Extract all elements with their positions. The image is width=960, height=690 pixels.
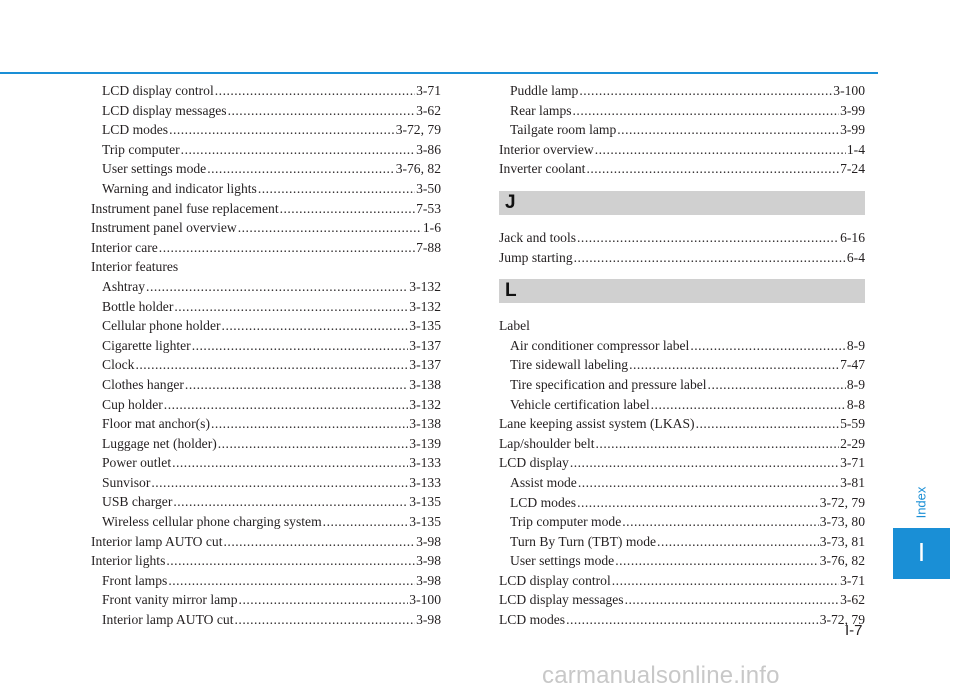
index-subentry — [91, 140, 441, 160]
index-term: LCD display control — [499, 572, 611, 588]
index-term: Clock — [102, 357, 135, 373]
index-entry — [499, 140, 865, 160]
page-reference: 3-73, 81 — [819, 533, 865, 549]
index-subentry — [91, 571, 441, 591]
page-reference: 3-135 — [409, 318, 441, 334]
index-term: LCD display messages — [499, 592, 624, 608]
index-term: LCD modes — [102, 122, 169, 138]
index-entry — [91, 238, 441, 258]
index-subentry — [91, 473, 441, 493]
page-reference: 3-138 — [409, 376, 441, 392]
page-reference: 6-4 — [846, 249, 865, 265]
leader-dots — [651, 395, 846, 415]
index-subentry — [499, 473, 865, 493]
index-entry — [499, 453, 865, 473]
index-subentry — [91, 316, 441, 336]
index-subentry — [91, 414, 441, 434]
index-list-l — [499, 316, 865, 630]
leader-dots — [696, 414, 840, 434]
index-entry — [499, 590, 865, 610]
section-header-j — [499, 191, 865, 215]
leader-dots — [224, 532, 416, 552]
index-entry — [499, 610, 865, 630]
index-term: Instrument panel fuse replacement — [91, 200, 279, 216]
index-term: Air conditioner compressor label — [510, 337, 690, 353]
index-term: Front lamps — [102, 572, 168, 588]
leader-dots — [135, 355, 408, 375]
index-term: LCD modes — [499, 612, 566, 628]
index-term: Lane keeping assist system (LKAS) — [499, 416, 695, 432]
page-reference: 3-71 — [840, 455, 865, 471]
page-reference: 3-50 — [416, 180, 441, 196]
index-entry — [499, 248, 865, 268]
leader-dots — [172, 453, 408, 473]
index-term: Puddle lamp — [510, 83, 579, 98]
page-reference: 3-98 — [416, 533, 441, 549]
section-letter-j: J — [505, 191, 516, 213]
index-subentry — [499, 81, 865, 101]
leader-dots — [573, 101, 840, 121]
leader-dots — [238, 218, 422, 238]
index-term: Cigarette lighter — [102, 337, 191, 353]
index-subentry — [91, 297, 441, 317]
page-reference: 3-137 — [409, 337, 441, 353]
index-term: Jump starting — [499, 249, 573, 265]
page-reference: 3-139 — [409, 435, 441, 451]
page-reference: 7-88 — [416, 239, 441, 255]
leader-dots — [168, 571, 415, 591]
index-subentry — [499, 532, 865, 552]
index-term: Jack and tools — [499, 229, 577, 245]
leader-dots — [207, 159, 394, 179]
leader-dots — [586, 159, 839, 179]
leader-dots — [595, 140, 846, 160]
index-entry — [91, 532, 441, 552]
index-subentry — [91, 159, 441, 179]
page-reference: 6-16 — [840, 229, 865, 245]
index-term: Front vanity mirror lamp — [102, 592, 238, 608]
index-subentry — [499, 551, 865, 571]
index-column-left — [91, 81, 441, 630]
leader-dots — [596, 434, 840, 454]
leader-dots — [612, 571, 839, 591]
page-reference: 3-137 — [409, 357, 441, 373]
page-reference: 3-72, 79 — [819, 612, 865, 628]
page-reference: 3-72, 79 — [395, 122, 441, 138]
index-term: Floor mat anchor(s) — [102, 416, 210, 432]
index-entry — [499, 316, 865, 336]
leader-dots — [159, 238, 415, 258]
leader-dots — [146, 277, 408, 297]
index-term: Label — [499, 318, 530, 334]
index-subentry — [91, 610, 441, 630]
index-subentry — [91, 590, 441, 610]
index-term: Trip computer mode — [510, 514, 622, 530]
page-reference: 3-133 — [409, 455, 441, 471]
page-reference: 3-71 — [416, 83, 441, 98]
index-subentry — [499, 120, 865, 140]
page-reference: 7-47 — [840, 357, 865, 373]
leader-dots — [577, 228, 839, 248]
index-entry — [91, 551, 441, 571]
page-reference: 3-62 — [840, 592, 865, 608]
index-term: Interior care — [91, 239, 158, 255]
page-reference: 3-132 — [409, 278, 441, 294]
leader-dots — [579, 81, 832, 101]
index-term: Cellular phone holder — [102, 318, 221, 334]
index-term: Inverter coolant — [499, 161, 586, 177]
index-term: User settings mode — [102, 161, 207, 177]
page-reference: 7-24 — [840, 161, 865, 177]
leader-dots — [239, 590, 409, 610]
leader-dots — [211, 414, 408, 434]
index-term: Lap/shoulder belt — [499, 435, 595, 451]
index-entry — [499, 434, 865, 454]
leader-dots — [192, 336, 409, 356]
leader-dots — [615, 551, 818, 571]
index-entry — [91, 257, 441, 277]
index-list-i-continued — [499, 81, 865, 179]
index-term: Warning and indicator lights — [102, 180, 257, 196]
index-side-label: Index — [913, 486, 929, 518]
index-subentry — [499, 512, 865, 532]
index-term: Trip computer — [102, 141, 180, 157]
index-list-j — [499, 228, 865, 267]
page-reference: 3-138 — [409, 416, 441, 432]
index-term: Luggage net (holder) — [102, 435, 217, 451]
leader-dots — [166, 551, 415, 571]
index-term: Bottle holder — [102, 298, 174, 314]
page-reference: 3-132 — [409, 298, 441, 314]
index-subentry — [499, 395, 865, 415]
leader-dots — [174, 297, 408, 317]
index-subentry — [91, 355, 441, 375]
leader-dots — [617, 120, 839, 140]
index-term: USB charger — [102, 494, 173, 510]
page-reference: 3-71 — [840, 572, 865, 588]
index-term: LCD modes — [510, 494, 577, 510]
index-subentry — [499, 355, 865, 375]
index-term: Instrument panel overview — [91, 220, 237, 236]
page-reference: 3-100 — [833, 83, 865, 98]
leader-dots — [280, 199, 415, 219]
index-term: Sunvisor — [102, 474, 151, 490]
index-term: Turn By Turn (TBT) mode — [510, 533, 657, 549]
leader-dots — [574, 248, 846, 268]
index-subentry — [91, 277, 441, 297]
index-entry — [499, 228, 865, 248]
page-number: I-7 — [845, 622, 863, 639]
index-term: User settings mode — [510, 553, 615, 569]
leader-dots — [185, 375, 408, 395]
index-subentry — [91, 101, 441, 121]
leader-dots — [570, 453, 839, 473]
page-reference: 3-98 — [416, 612, 441, 628]
leader-dots — [169, 120, 395, 140]
index-term: LCD display messages — [102, 102, 227, 118]
leader-dots — [629, 355, 839, 375]
page-reference: 3-62 — [416, 102, 441, 118]
page-reference: 1-6 — [422, 220, 441, 236]
index-column-right — [499, 81, 865, 630]
page-reference: 3-135 — [409, 494, 441, 510]
index-entry — [499, 414, 865, 434]
index-term: Tire sidewall labeling — [510, 357, 629, 373]
leader-dots — [690, 336, 846, 356]
section-header-l — [499, 279, 865, 303]
page-reference: 5-59 — [840, 416, 865, 432]
leader-dots — [173, 492, 408, 512]
index-subentry — [91, 492, 441, 512]
index-term: LCD display control — [102, 83, 214, 98]
leader-dots — [577, 493, 819, 513]
leader-dots — [566, 610, 819, 630]
page-reference: 3-99 — [840, 122, 865, 138]
index-subentry — [91, 120, 441, 140]
leader-dots — [222, 316, 409, 336]
leader-dots — [235, 610, 416, 630]
page-reference: 3-73, 80 — [819, 514, 865, 530]
index-subentry — [91, 179, 441, 199]
section-letter-l: L — [505, 280, 517, 302]
side-tab-letter: I — [917, 537, 926, 567]
watermark: carmanualsonline.info — [542, 662, 780, 689]
leader-dots — [228, 101, 415, 121]
leader-dots — [657, 532, 819, 552]
index-term: Wireless cellular phone charging system — [102, 514, 322, 530]
page-reference: 7-53 — [416, 200, 441, 216]
page-reference: 3-132 — [409, 396, 441, 412]
page-reference: 8-9 — [846, 376, 865, 392]
index-subentry — [499, 375, 865, 395]
leader-dots — [215, 81, 415, 101]
index-subentry — [91, 395, 441, 415]
index-entry — [91, 218, 441, 238]
index-term: Ashtray — [102, 278, 146, 294]
index-term: Interior overview — [499, 141, 594, 157]
index-subentry — [499, 493, 865, 513]
index-subentry — [91, 453, 441, 473]
index-term: Interior features — [91, 259, 179, 275]
page-reference: 8-9 — [846, 337, 865, 353]
index-term: Vehicle certification label — [510, 396, 650, 412]
page-reference: 3-100 — [409, 592, 441, 608]
index-subentry — [91, 336, 441, 356]
index-term: Assist mode — [510, 474, 577, 490]
leader-dots — [218, 434, 409, 454]
page-reference: 3-98 — [416, 553, 441, 569]
page-reference: 3-133 — [409, 474, 441, 490]
leader-dots — [708, 375, 846, 395]
index-term: Clothes hanger — [102, 376, 184, 392]
index-term: Cup holder — [102, 396, 163, 412]
index-term: Tailgate room lamp — [510, 122, 617, 138]
page-reference: 3-81 — [840, 474, 865, 490]
index-term: LCD display — [499, 455, 569, 471]
page-reference: 2-29 — [840, 435, 865, 451]
index-term: Interior lights — [91, 553, 166, 569]
index-side-tab[interactable] — [893, 528, 950, 579]
leader-dots — [181, 140, 415, 160]
index-term: Power outlet — [102, 455, 172, 471]
leader-dots — [578, 473, 839, 493]
leader-dots — [151, 473, 408, 493]
leader-dots — [164, 395, 408, 415]
page-reference: 3-76, 82 — [819, 553, 865, 569]
index-subentry — [499, 101, 865, 121]
index-subentry — [499, 336, 865, 356]
page-reference: 8-8 — [846, 396, 865, 412]
index-entry — [91, 199, 441, 219]
page-reference: 3-72, 79 — [819, 494, 865, 510]
leader-dots — [323, 512, 409, 532]
index-entry — [499, 159, 865, 179]
index-entry — [499, 571, 865, 591]
index-subentry — [91, 81, 441, 101]
index-subentry — [91, 434, 441, 454]
index-subentry — [91, 512, 441, 532]
index-term: Tire specification and pressure label — [510, 376, 707, 392]
page-reference: 3-135 — [409, 514, 441, 530]
index-term: Interior lamp AUTO cut — [102, 612, 234, 628]
page-reference: 3-98 — [416, 572, 441, 588]
top-rule — [0, 72, 878, 74]
page-reference: 3-99 — [840, 102, 865, 118]
page-reference: 1-4 — [846, 141, 865, 157]
index-subentry — [91, 375, 441, 395]
leader-dots — [625, 590, 839, 610]
page-reference: 3-76, 82 — [395, 161, 441, 177]
leader-dots — [258, 179, 415, 199]
index-term: Interior lamp AUTO cut — [91, 533, 223, 549]
index-term: Rear lamps — [510, 102, 572, 118]
page-reference: 3-86 — [416, 141, 441, 157]
leader-dots — [622, 512, 818, 532]
